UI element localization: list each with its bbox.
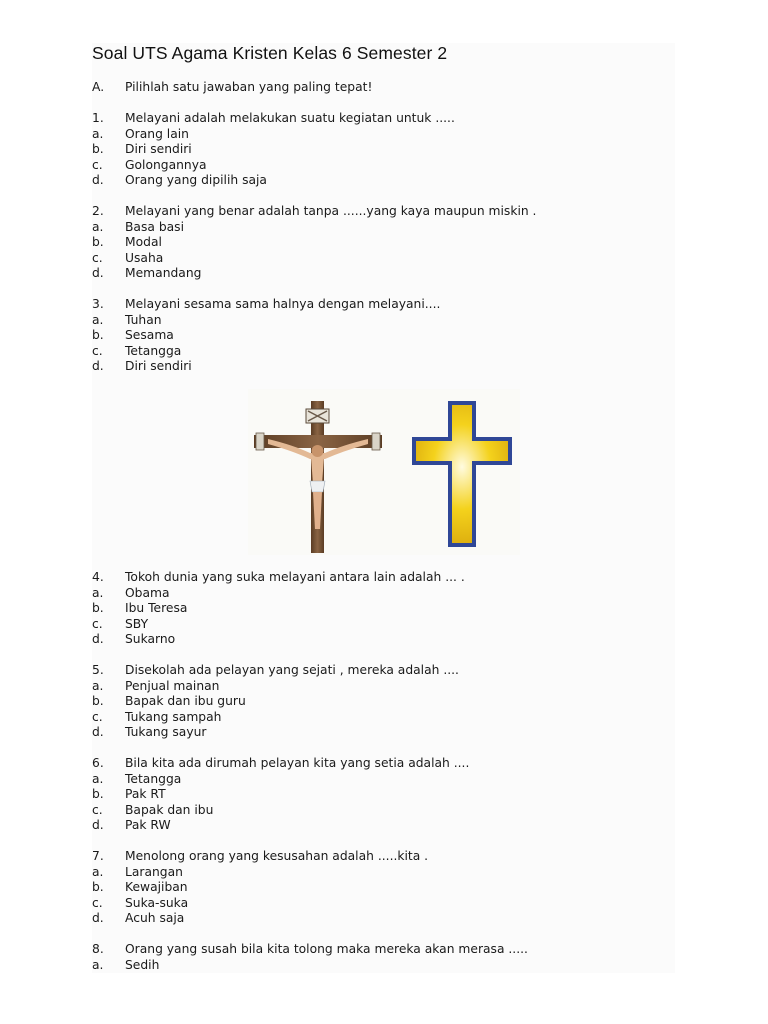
- question-number: 1.: [92, 111, 104, 125]
- question-text: Bila kita ada dirumah pelayan kita yang setia adalah ....: [125, 756, 470, 770]
- option-b: b. Sesama: [92, 328, 174, 342]
- option-d: d. Sukarno: [92, 632, 176, 646]
- option-a: a. Penjual mainan: [92, 678, 220, 693]
- option-b: b. Bapak dan ibu guru: [92, 694, 246, 708]
- document-page: [92, 43, 675, 973]
- option-c: c. Suka-suka: [92, 895, 189, 910]
- question-text: Melayani sesama sama halnya dengan melayani....: [125, 297, 441, 311]
- question-number: 7.: [92, 849, 104, 863]
- question-number: 4.: [92, 570, 104, 584]
- question-number: 6.: [92, 756, 104, 770]
- question-2: [92, 204, 536, 282]
- option-a: a. Tetangga: [92, 771, 182, 786]
- question-number: 8.: [92, 942, 104, 956]
- cross-icon: [408, 399, 518, 549]
- option-a: a. Obama: [92, 585, 170, 600]
- option-c: c. Bapak dan ibu: [92, 802, 214, 817]
- option-b: b. Ibu Teresa: [92, 601, 188, 615]
- option-c: c. Usaha: [92, 250, 164, 265]
- instruction: [92, 80, 372, 96]
- question-text: Orang yang susah bila kita tolong maka mereka akan merasa .....: [125, 942, 528, 956]
- option-a: a. Sedih: [92, 957, 160, 972]
- option-b: b. Kewajiban: [92, 880, 188, 894]
- option-b: b. Modal: [92, 235, 162, 249]
- question-text: Tokoh dunia yang suka melayani antara lain adalah ... .: [125, 570, 465, 584]
- option-d: d. Orang yang dipilih saja: [92, 173, 267, 187]
- question-3: [92, 297, 440, 375]
- question-text: Melayani adalah melakukan suatu kegiatan untuk .....: [125, 111, 455, 125]
- instruction-text: Pilihlah satu jawaban yang paling tepat!: [125, 80, 373, 94]
- option-a: a. Tuhan: [92, 312, 162, 327]
- option-d: d. Memandang: [92, 266, 202, 280]
- question-5: [92, 663, 459, 741]
- option-c: c. Tukang sampah: [92, 709, 222, 724]
- question-7: [92, 849, 428, 927]
- option-a: a. Basa basi: [92, 219, 184, 234]
- option-b: b. Pak RT: [92, 787, 166, 801]
- option-c: c. Tetangga: [92, 343, 182, 358]
- question-text: Melayani yang benar adalah tanpa ......yang kaya maupun miskin .: [125, 204, 537, 218]
- question-1: [92, 111, 455, 189]
- option-c: c. SBY: [92, 616, 149, 631]
- section-label: A.: [92, 80, 105, 94]
- option-c: c. Golongannya: [92, 157, 207, 172]
- option-d: d. Acuh saja: [92, 911, 185, 925]
- question-number: 3.: [92, 297, 104, 311]
- question-number: 5.: [92, 663, 104, 677]
- question-4: [92, 570, 465, 648]
- option-d: d. Diri sendiri: [92, 359, 192, 373]
- option-a: a. Larangan: [92, 864, 183, 879]
- question-number: 2.: [92, 204, 104, 218]
- religious-illustration: [248, 389, 520, 555]
- question-6: [92, 756, 469, 834]
- page-title: Soal UTS Agama Kristen Kelas 6 Semester 2: [92, 43, 448, 63]
- option-d: d. Pak RW: [92, 818, 171, 832]
- option-b: b. Diri sendiri: [92, 142, 192, 156]
- question-8: [92, 942, 528, 973]
- question-text: Menolong orang yang kesusahan adalah .....kita .: [125, 849, 429, 863]
- question-text: Disekolah ada pelayan yang sejati , mereka adalah ....: [125, 663, 459, 677]
- option-d: d. Tukang sayur: [92, 725, 207, 739]
- option-a: a. Orang lain: [92, 126, 189, 141]
